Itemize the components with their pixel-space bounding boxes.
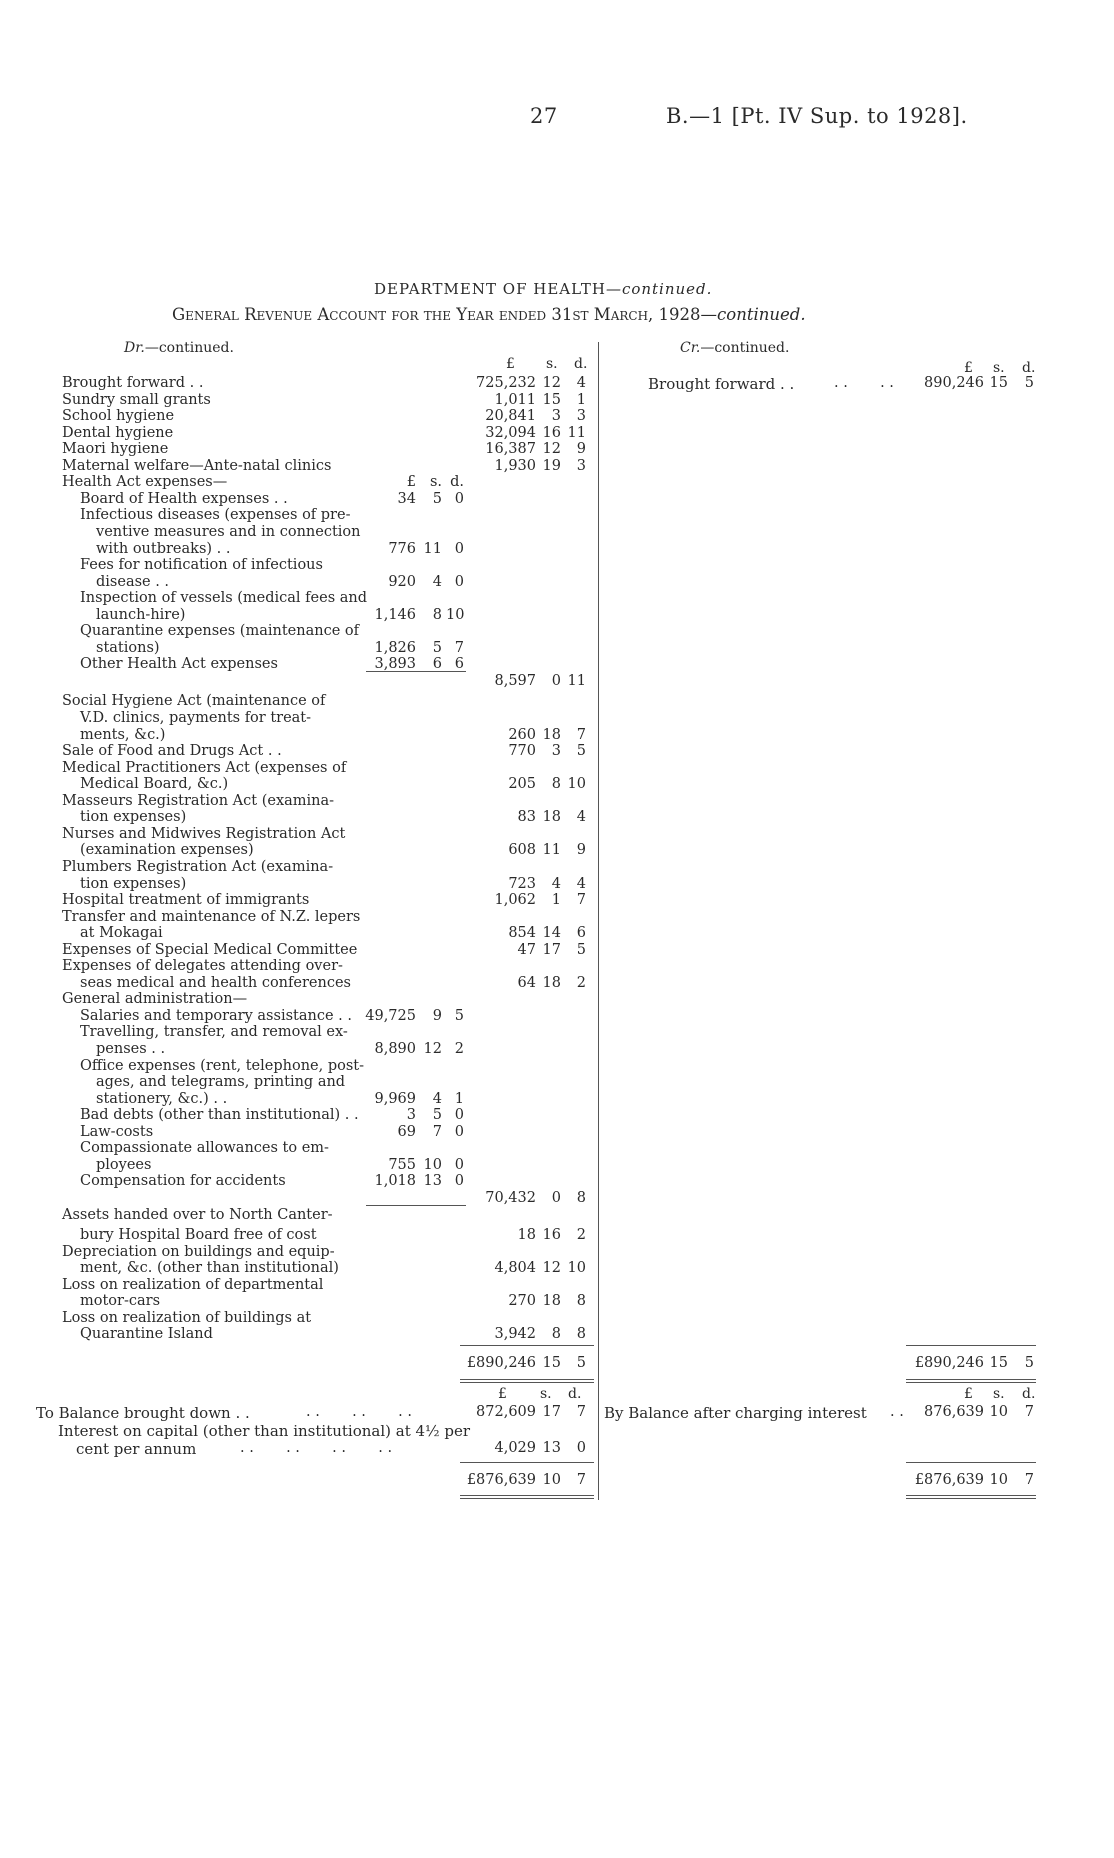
debit-balance-total-pence: 7 bbox=[576, 1472, 586, 1488]
debit-main-pounds: 32,094 bbox=[485, 424, 536, 441]
credit-balance-line1-label: By Balance after charging interest bbox=[604, 1404, 867, 1422]
debit-sub-pounds: 49,725 bbox=[365, 1007, 416, 1024]
debit-main-pence: 9 bbox=[576, 441, 586, 458]
debit-main-pounds: 64 bbox=[517, 974, 536, 991]
credit-col-pence: d. bbox=[1022, 360, 1036, 376]
debit-line-label: Brought forward . . bbox=[62, 375, 204, 391]
debit-sub-shillings: 8 bbox=[432, 606, 442, 623]
debit-main-pence: 2 bbox=[576, 1227, 586, 1244]
credit-balance-total-shillings: 10 bbox=[989, 1472, 1008, 1488]
debit-sub-pence: 0 bbox=[454, 1107, 464, 1124]
debit-sub-shillings: 10 bbox=[423, 1156, 442, 1173]
debit-line-label: penses . . bbox=[96, 1041, 166, 1057]
debit-line-label: Medical Board, &c.) bbox=[80, 776, 229, 793]
debit-line-label: Nurses and Midwives Registration Act bbox=[62, 825, 346, 842]
debit-main-shillings: 16 bbox=[542, 424, 561, 441]
debit-line-label: Masseurs Registration Act (examina- bbox=[62, 792, 335, 809]
debit-balance-line3-pence: 0 bbox=[576, 1440, 586, 1456]
debit-main-shillings: 12 bbox=[542, 1260, 561, 1277]
debit-total-pounds: £890,246 bbox=[466, 1355, 536, 1371]
debit-sub-shillings: 9 bbox=[432, 1007, 442, 1024]
debit-line-label: stationery, &c.) . . bbox=[96, 1090, 228, 1107]
debit-main-shillings: 3 bbox=[551, 743, 561, 760]
debit-line-label: Board of Health expenses . . bbox=[80, 490, 288, 507]
debit-balance-line1-shillings: 17 bbox=[542, 1404, 561, 1420]
credit-total-pounds: £890,246 bbox=[914, 1355, 984, 1371]
account-title bbox=[172, 305, 806, 324]
debit-main-pence: 5 bbox=[576, 743, 586, 760]
debit-line-label: Maternal welfare—Ante-natal clinics bbox=[62, 457, 332, 474]
debit-main-shillings: 12 bbox=[542, 441, 561, 458]
debit-total-pence: 5 bbox=[576, 1355, 586, 1371]
debit-sub-pence: d. bbox=[450, 474, 464, 491]
column-divider bbox=[598, 342, 599, 1500]
credit-total-shillings: 15 bbox=[989, 1355, 1008, 1371]
debit-sub-pounds: 1,018 bbox=[374, 1173, 416, 1190]
debit-sub-pence: 0 bbox=[454, 1173, 464, 1190]
debit-balance-total-shillings: 10 bbox=[542, 1472, 561, 1488]
debit-main-shillings: 0 bbox=[551, 672, 561, 689]
debit-line-label: bury Hospital Board free of cost bbox=[80, 1227, 317, 1244]
debit-line-label: ventive measures and in connection bbox=[96, 523, 361, 540]
debit-label: Dr. bbox=[124, 340, 145, 356]
debit-line-label: School hygiene bbox=[62, 408, 175, 425]
debit-balance-line3-shillings: 13 bbox=[542, 1440, 561, 1456]
debit-suffix: —continued. bbox=[144, 340, 234, 356]
series-reference: B.—1 [Pt. IV Sup. to 1928]. bbox=[666, 104, 968, 128]
debit-balance-line3-label: cent per annum bbox=[76, 1440, 197, 1458]
credit-balance-total-rule-bottom2 bbox=[906, 1498, 1036, 1499]
debit-line-label: Quarantine Island bbox=[80, 1326, 213, 1343]
debit-main-shillings: 8 bbox=[551, 1326, 561, 1343]
debit-main-pounds: 3,942 bbox=[494, 1326, 536, 1343]
debit-main-pence: 8 bbox=[576, 1293, 586, 1310]
debit-main-pence: 7 bbox=[576, 726, 586, 743]
credit-leader-dots: . . . . bbox=[834, 375, 894, 391]
debit-main-shillings: 12 bbox=[542, 375, 561, 391]
debit-main-shillings: 17 bbox=[542, 941, 561, 958]
debit-line-label: launch-hire) bbox=[96, 606, 186, 623]
credit-balance-line1-dots: . . bbox=[890, 1404, 904, 1420]
debit-main-shillings: 18 bbox=[542, 974, 561, 991]
debit-sub-shillings: 7 bbox=[432, 1123, 442, 1140]
debit-main-pounds: 608 bbox=[508, 842, 536, 859]
debit-sub-shillings: 6 bbox=[432, 656, 442, 673]
debit-line-label: motor-cars bbox=[80, 1293, 161, 1310]
credit-suffix: —continued. bbox=[700, 340, 790, 356]
debit-main-pence: 11 bbox=[567, 424, 586, 441]
debit-sub-pence: 10 bbox=[446, 606, 465, 623]
debit-balance-total-pounds: £876,639 bbox=[466, 1472, 536, 1488]
debit-line-label: Sundry small grants bbox=[62, 391, 211, 408]
debit-sub-shillings: 12 bbox=[423, 1041, 442, 1057]
department-suffix: —continued. bbox=[605, 280, 713, 298]
debit-sub-shillings: 11 bbox=[423, 540, 442, 557]
debit-total-rule-bottom2 bbox=[460, 1382, 594, 1383]
debit-main-shillings: 15 bbox=[542, 391, 561, 408]
debit-main-pence: 10 bbox=[567, 1260, 586, 1277]
credit-balance-total-pounds: £876,639 bbox=[914, 1472, 984, 1488]
debit-main-pounds: 770 bbox=[508, 743, 536, 760]
debit-line-label: Dental hygiene bbox=[62, 424, 174, 441]
debit-line-label: seas medical and health conferences bbox=[80, 974, 351, 991]
debit-line-label: Health Act expenses— bbox=[62, 474, 228, 491]
debit-line-label: Loss on realization of buildings at bbox=[62, 1309, 312, 1326]
debit-main-pence: 6 bbox=[576, 925, 586, 942]
debit-line-label: General administration— bbox=[62, 991, 248, 1008]
debit-line-label: Hospital treatment of immigrants bbox=[62, 892, 310, 909]
debit-side-label bbox=[124, 340, 234, 356]
credit-col-shillings: s. bbox=[993, 360, 1005, 376]
debit-line-label: (examination expenses) bbox=[80, 842, 254, 859]
debit-line-label: Depreciation on buildings and equip- bbox=[62, 1243, 335, 1260]
debit-sub-pence: 6 bbox=[454, 656, 464, 673]
debit-sub-pounds: 1,146 bbox=[374, 606, 416, 623]
debit-main-pence: 2 bbox=[576, 974, 586, 991]
debit-main-pence: 4 bbox=[576, 375, 586, 391]
debit-sub-pounds: 755 bbox=[388, 1156, 416, 1173]
debit-line-label: Inspection of vessels (medical fees and bbox=[80, 590, 368, 607]
debit-sub-shillings: 4 bbox=[432, 1090, 442, 1107]
debit-line-label: Plumbers Registration Act (examina- bbox=[62, 858, 334, 875]
credit-bf-shillings: 15 bbox=[989, 375, 1008, 391]
debit-sub-shillings: 13 bbox=[423, 1173, 442, 1190]
credit-balance-line1-pence: 7 bbox=[1024, 1404, 1034, 1420]
debit-main-pounds: 70,432 bbox=[485, 1189, 536, 1206]
debit-main-pence: 4 bbox=[576, 875, 586, 892]
debit-line-label: Compensation for accidents bbox=[80, 1173, 286, 1190]
debit-line-label: Sale of Food and Drugs Act . . bbox=[62, 743, 282, 760]
credit-bf-pence: 5 bbox=[1024, 375, 1034, 391]
debit-main-pence: 4 bbox=[576, 809, 586, 826]
debit-balance-total-rule-bottom bbox=[460, 1495, 594, 1496]
debit-main-pence: 1 bbox=[576, 391, 586, 408]
debit-sub-pounds: 8,890 bbox=[374, 1041, 416, 1057]
debit-line-label: Quarantine expenses (maintenance of bbox=[80, 623, 359, 640]
debit-subtotal-rule bbox=[366, 1205, 466, 1206]
debit-sub-pence: 0 bbox=[454, 1156, 464, 1173]
debit-line-label: Salaries and temporary assistance . . bbox=[80, 1007, 352, 1024]
debit-col-pence: d. bbox=[574, 356, 588, 372]
debit-main-shillings: 8 bbox=[551, 776, 561, 793]
debit-main-pence: 3 bbox=[576, 457, 586, 474]
debit-sub-shillings: 5 bbox=[432, 490, 442, 507]
debit-balance-total-rule-top bbox=[460, 1462, 594, 1463]
debit-sub-shillings: 5 bbox=[432, 639, 442, 656]
debit-main-shillings: 18 bbox=[542, 809, 561, 826]
account-suffix: —continued. bbox=[700, 305, 806, 324]
debit-balance-line2-label: Interest on capital (other than institutional) at 4½ per bbox=[58, 1422, 471, 1440]
debit-line-label: Assets handed over to North Canter- bbox=[62, 1206, 333, 1223]
debit-main-pence: 7 bbox=[576, 892, 586, 909]
debit-line-label: Expenses of delegates attending over- bbox=[62, 958, 343, 975]
debit-line-label: Transfer and maintenance of N.Z. lepers bbox=[62, 908, 361, 925]
debit-line-label: Social Hygiene Act (maintenance of bbox=[62, 693, 326, 710]
credit-balance-col-shillings: s. bbox=[993, 1386, 1005, 1402]
debit-sub-pence: 2 bbox=[454, 1041, 464, 1057]
credit-balance-line1-shillings: 10 bbox=[989, 1404, 1008, 1420]
debit-line-label: disease . . bbox=[96, 573, 170, 590]
debit-main-pounds: 4,804 bbox=[494, 1260, 536, 1277]
debit-col-pounds: £ bbox=[506, 356, 515, 372]
debit-main-pounds: 1,062 bbox=[494, 892, 536, 909]
debit-main-pence: 9 bbox=[576, 842, 586, 859]
debit-sub-pounds: 920 bbox=[388, 573, 416, 590]
debit-total-rule-top bbox=[460, 1345, 594, 1346]
debit-sub-pounds: 9,969 bbox=[374, 1090, 416, 1107]
credit-balance-total-rule-top bbox=[906, 1462, 1036, 1463]
credit-balance-total-pence: 7 bbox=[1024, 1472, 1034, 1488]
debit-line-label: Travelling, transfer, and removal ex- bbox=[80, 1024, 348, 1041]
credit-balance-line1-pounds: 876,639 bbox=[924, 1404, 984, 1420]
debit-line-label: Maori hygiene bbox=[62, 441, 169, 458]
account-name: General Revenue Account for the Year ended 31st March, 1928 bbox=[172, 305, 701, 324]
debit-sub-pence: 0 bbox=[454, 490, 464, 507]
debit-main-pence: 3 bbox=[576, 408, 586, 425]
debit-balance-line3-pounds: 4,029 bbox=[494, 1440, 536, 1456]
debit-sub-pounds: £ bbox=[406, 474, 416, 491]
debit-main-pounds: 1,011 bbox=[494, 391, 536, 408]
debit-line-label: Expenses of Special Medical Committee bbox=[62, 941, 358, 958]
credit-total-rule-bottom bbox=[906, 1379, 1036, 1380]
debit-sub-pence: 0 bbox=[454, 1123, 464, 1140]
debit-balance-col-shillings: s. bbox=[540, 1386, 552, 1402]
debit-main-pence: 8 bbox=[576, 1326, 586, 1343]
debit-main-shillings: 19 bbox=[542, 457, 561, 474]
debit-line-label: Medical Practitioners Act (expenses of bbox=[62, 759, 347, 776]
debit-line-label: Office expenses (rent, telephone, post- bbox=[80, 1057, 365, 1074]
debit-sub-pence: 0 bbox=[454, 540, 464, 557]
debit-sub-pounds: 776 bbox=[388, 540, 416, 557]
debit-main-pounds: 270 bbox=[508, 1293, 536, 1310]
debit-line-label: Loss on realization of departmental bbox=[62, 1276, 324, 1293]
credit-bf-pounds: 890,246 bbox=[924, 375, 984, 391]
department-name: DEPARTMENT OF HEALTH bbox=[374, 280, 606, 298]
debit-main-pence: 11 bbox=[567, 672, 586, 689]
debit-main-shillings: 14 bbox=[542, 925, 561, 942]
debit-main-shillings: 18 bbox=[542, 1293, 561, 1310]
debit-main-pence: 10 bbox=[567, 776, 586, 793]
debit-line-label: at Mokagai bbox=[80, 925, 163, 942]
debit-main-pence: 8 bbox=[576, 1189, 586, 1206]
credit-balance-col-pence: d. bbox=[1022, 1386, 1036, 1402]
debit-sub-shillings: s. bbox=[429, 474, 442, 491]
credit-col-pounds: £ bbox=[964, 360, 973, 376]
debit-sub-pounds: 34 bbox=[397, 490, 416, 507]
debit-sub-pounds: 1,826 bbox=[374, 639, 416, 656]
debit-main-pence: 5 bbox=[576, 941, 586, 958]
debit-main-pounds: 8,597 bbox=[494, 672, 536, 689]
debit-main-shillings: 4 bbox=[551, 875, 561, 892]
debit-balance-line3-dots: . . . . . . . . bbox=[240, 1440, 393, 1456]
debit-line-label: V.D. clinics, payments for treat- bbox=[80, 710, 312, 726]
credit-total-rule-bottom2 bbox=[906, 1382, 1036, 1383]
debit-balance-col-pence: d. bbox=[568, 1386, 582, 1402]
debit-sub-pence: 1 bbox=[454, 1090, 464, 1107]
credit-side-label bbox=[680, 340, 789, 356]
debit-main-shillings: 16 bbox=[542, 1227, 561, 1244]
debit-sub-pence: 7 bbox=[454, 639, 464, 656]
debit-line-label: with outbreaks) . . bbox=[96, 540, 231, 557]
debit-balance-line1-label: To Balance brought down . . bbox=[36, 1404, 250, 1422]
debit-total-rule-bottom bbox=[460, 1379, 594, 1380]
debit-balance-line1-dots: . . . . . . bbox=[306, 1404, 413, 1420]
department-title bbox=[374, 280, 712, 298]
credit-balance-total-rule-bottom bbox=[906, 1495, 1036, 1496]
debit-line-label: ages, and telegrams, printing and bbox=[96, 1074, 346, 1091]
debit-main-shillings: 11 bbox=[542, 842, 561, 859]
debit-main-pounds: 20,841 bbox=[485, 408, 536, 425]
debit-main-pounds: 205 bbox=[508, 776, 536, 793]
debit-main-pounds: 47 bbox=[517, 941, 536, 958]
debit-sub-pounds: 3 bbox=[406, 1107, 416, 1124]
credit-brought-forward-label: Brought forward . . bbox=[648, 375, 795, 393]
debit-line-label: Infectious diseases (expenses of pre- bbox=[80, 507, 351, 524]
credit-total-rule-top bbox=[906, 1345, 1036, 1346]
debit-balance-col-pounds: £ bbox=[498, 1386, 507, 1402]
credit-balance-col-pounds: £ bbox=[964, 1386, 973, 1402]
debit-main-pounds: 260 bbox=[508, 726, 536, 743]
debit-line-label: ment, &c. (other than institutional) bbox=[80, 1260, 339, 1277]
debit-balance-total-rule-bottom2 bbox=[460, 1498, 594, 1499]
debit-main-pounds: 854 bbox=[508, 925, 536, 942]
debit-total-shillings: 15 bbox=[542, 1355, 561, 1371]
debit-line-label: Other Health Act expenses bbox=[80, 656, 278, 673]
debit-sub-pence: 0 bbox=[454, 573, 464, 590]
debit-sub-shillings: 5 bbox=[432, 1107, 442, 1124]
debit-sub-pence: 5 bbox=[454, 1007, 464, 1024]
debit-sub-shillings: 4 bbox=[432, 573, 442, 590]
debit-col-shillings: s. bbox=[546, 356, 558, 372]
debit-main-pounds: 723 bbox=[508, 875, 536, 892]
debit-balance-line1-pence: 7 bbox=[576, 1404, 586, 1420]
debit-main-pounds: 16,387 bbox=[485, 441, 536, 458]
credit-label: Cr. bbox=[680, 340, 701, 356]
debit-line-label: ments, &c.) bbox=[80, 726, 166, 743]
debit-sub-pounds: 69 bbox=[397, 1123, 416, 1140]
debit-main-pounds: 18 bbox=[517, 1227, 536, 1244]
debit-main-shillings: 0 bbox=[551, 1189, 561, 1206]
debit-subtotal-rule bbox=[366, 671, 466, 672]
debit-line-label: Compassionate allowances to em- bbox=[80, 1140, 329, 1157]
debit-line-label: stations) bbox=[96, 639, 160, 656]
debit-line-label: tion expenses) bbox=[80, 809, 187, 826]
debit-sub-pounds: 3,893 bbox=[374, 656, 416, 673]
debit-main-shillings: 1 bbox=[551, 892, 561, 909]
debit-balance-line1-pounds: 872,609 bbox=[476, 1404, 536, 1420]
debit-main-pounds: 83 bbox=[517, 809, 536, 826]
debit-main-pounds: 725,232 bbox=[476, 375, 536, 391]
credit-total-pence: 5 bbox=[1024, 1355, 1034, 1371]
debit-line-label: Fees for notification of infectious bbox=[80, 557, 323, 574]
debit-line-label: tion expenses) bbox=[80, 875, 187, 892]
debit-line-label: Bad debts (other than institutional) . . bbox=[80, 1107, 359, 1124]
debit-line-label: ployees bbox=[96, 1156, 152, 1173]
debit-main-shillings: 3 bbox=[551, 408, 561, 425]
debit-main-shillings: 18 bbox=[542, 726, 561, 743]
debit-line-label: Law-costs bbox=[80, 1123, 154, 1140]
page-number: 27 bbox=[530, 104, 558, 128]
debit-main-pounds: 1,930 bbox=[494, 457, 536, 474]
